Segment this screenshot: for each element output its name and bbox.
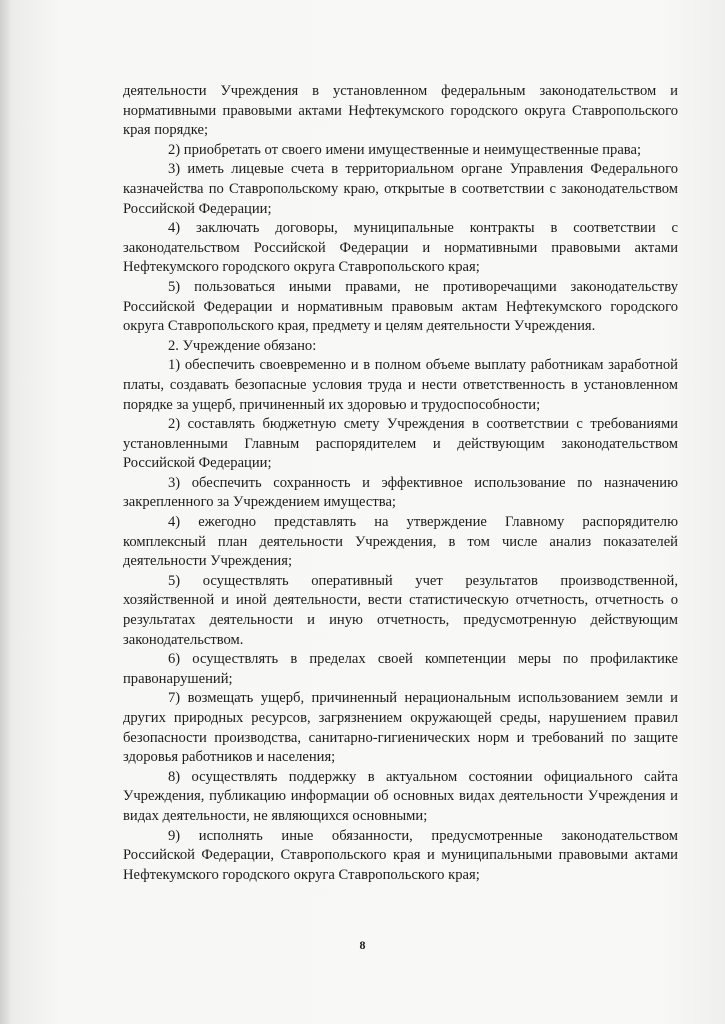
obligation-item-6: 6) осуществлять в пределах своей компетенции меры по профилактике правонарушений;	[123, 651, 678, 687]
obligation-item-3: 3) обеспечить сохранность и эффективное использование по назначению закрепленного за Учреждением имущества;	[123, 474, 678, 511]
obligation-item-2: 2) составлять бюджетную смету Учреждения в соответствии с требованиями установленными Главным распорядителем и действующим законодательством Российской Федерации;	[123, 416, 678, 472]
obligation-item-4: 4) ежегодно представлять на утверждение Главному распорядителю комплексный план деятельности Учреждения, в том числе анализ показателей деятельности Учреждения;	[123, 514, 678, 570]
obligation-item-9: 9) исполнять иные обязанности, предусмотренные законодательством Российской Федерации, Ставропольского края и муниципальными правовыми актами Нефтекумского городского округа Ставропольского края;	[123, 827, 678, 883]
page-number: 8	[359, 938, 366, 952]
paragraph-item-3: 3) иметь лицевые счета в территориальном органе Управления Федерального казначейства по Ставропольскому краю, открытые в соответствии с законодательством Российской Федерации;	[123, 161, 678, 217]
paragraph-continuation: деятельности Учреждения в установленном федеральным законодательством и нормативными правовыми актами Нефтекумского городского округа Ставропольского края порядке;	[123, 83, 678, 139]
obligation-item-1: 1) обеспечить своевременно и в полном объеме выплату работникам заработной платы, создавать безопасные условия труда и нести ответственность в установленном порядке за ущерб, причиненный их здоровью и трудоспособности;	[123, 357, 678, 413]
paragraph-item-2: 2) приобретать от своего имени имущественные и неимущественные права;	[168, 141, 642, 158]
obligation-item-7: 7) возмещать ущерб, причиненный нерациональным использованием земли и других природных ресурсов, загрязнением окружающей среды, нарушением правил безопасности производства, санитарно-гигиенических норм и требований по защите здоровья работников и населения;	[123, 690, 678, 766]
paragraph-item-4: 4) заключать договоры, муниципальные контракты в соответствии с законодательством Российской Федерации и нормативными правовыми актами Нефтекумского городского округа Ставропольского края;	[123, 220, 678, 276]
obligation-item-8: 8) осуществлять поддержку в актуальном состоянии официального сайта Учреждения, публикацию информации об основных видах деятельности Учреждения и видах деятельности, не являющихся основными;	[123, 768, 678, 824]
paragraph-item-5: 5) пользоваться иными правами, не противоречащими законодательству Российской Федерации и нормативным правовым актам Нефтекумского городского округа Ставропольского края, предмету и целям деятельности Учреждения.	[123, 278, 678, 335]
section-heading-obligations: 2. Учреждение обязано:	[168, 337, 317, 354]
obligation-item-5: 5) осуществлять оперативный учет результатов производственной, хозяйственной и иной деятельности, вести статистическую отчетность, отчетность о результатах деятельности и иную отчетность, предусмотренную действующим законодательством.	[123, 572, 678, 648]
page-edge-shadow	[0, 0, 12, 1024]
document-body	[123, 82, 678, 885]
